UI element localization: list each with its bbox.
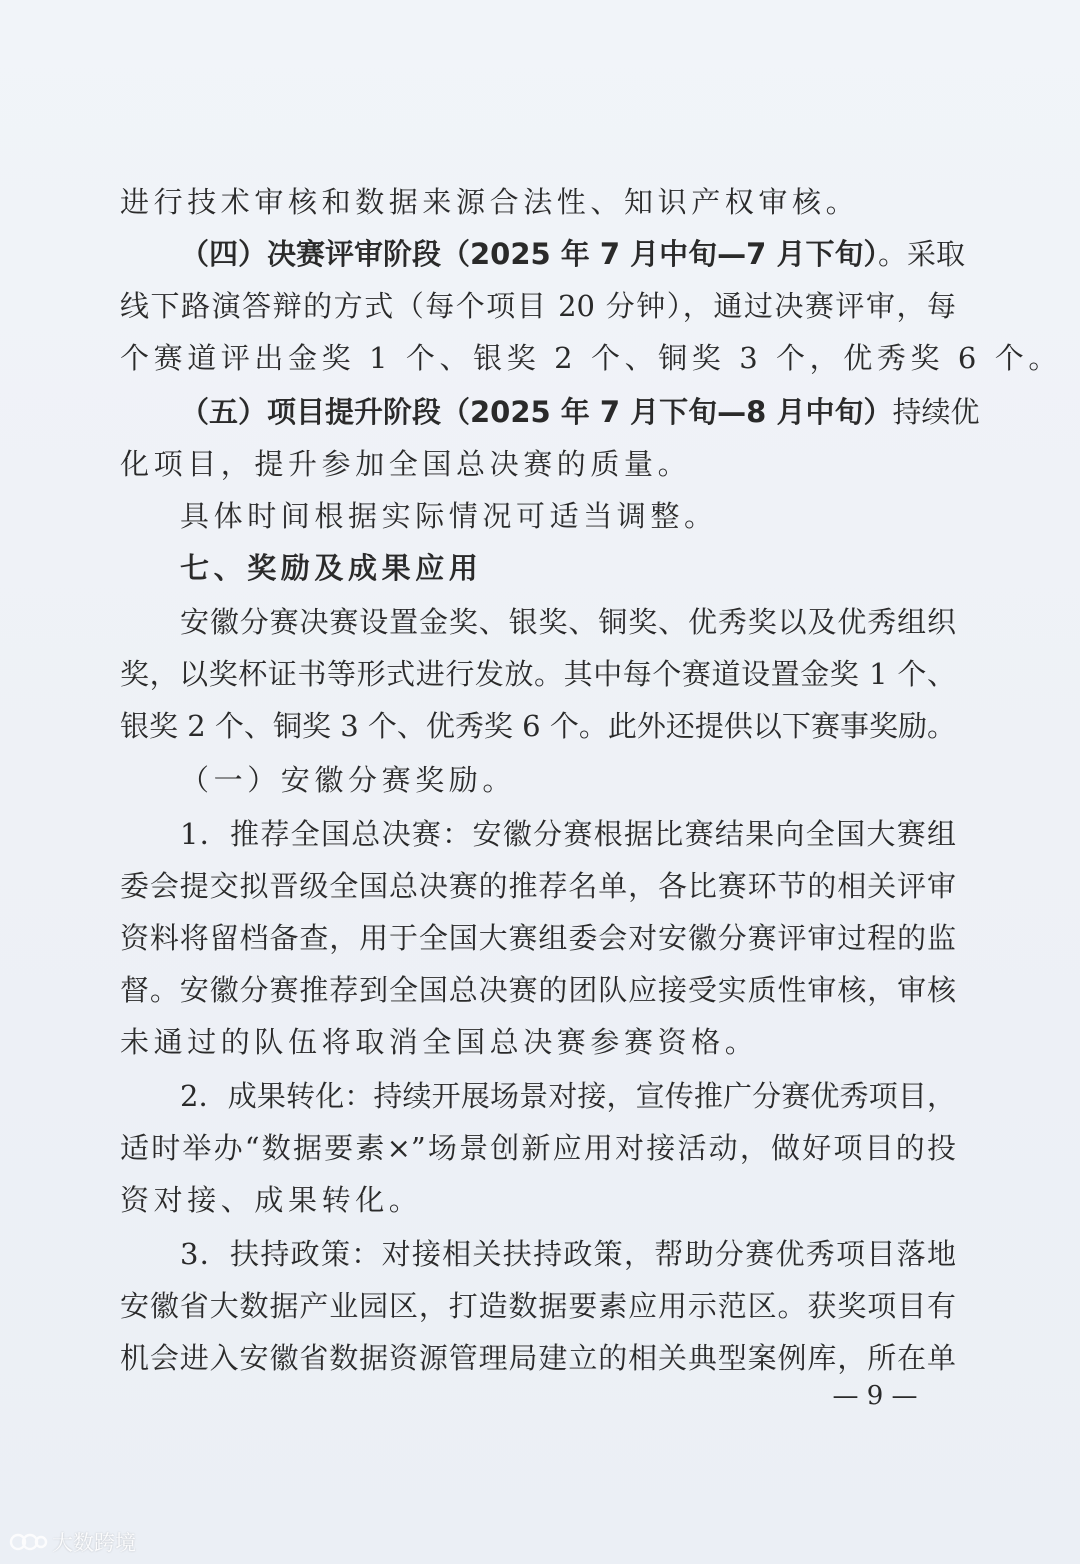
stage-5-line xyxy=(180,386,980,438)
body-line-21: 3．扶持政策：对接相关扶持政策，帮助分赛优秀项目落地 xyxy=(180,1237,956,1271)
body-line-17: 未通过的队伍将取消全国总决赛参赛资格。 xyxy=(120,1025,759,1059)
stage-4-tail: 。采取 xyxy=(877,237,965,271)
body-line-6: 化项目，提升参加全国总决赛的质量。 xyxy=(120,447,692,481)
body-line-4: 个赛道评出金奖 1 个、银奖 2 个、铜奖 3 个，优秀奖 6 个。 xyxy=(120,341,1062,375)
stage-4-heading: （四）决赛评审阶段（2025 年 7 月中旬—7 月下旬） xyxy=(180,237,878,271)
body-line-3: 线下路演答辩的方式（每个项目 20 分钟），通过决赛评审，每 xyxy=(120,289,956,323)
body-line-16: 督。安徽分赛推荐到全国总决赛的团队应接受实质性审核，审核 xyxy=(120,973,956,1007)
stage-5-heading: （五）项目提升阶段（2025 年 7 月下旬—8 月中旬） xyxy=(180,395,893,429)
body-line-11: 银奖 2 个、铜奖 3 个、优秀奖 6 个。此外还提供以下赛事奖励。 xyxy=(120,709,956,743)
section-heading-7: 七、奖励及成果应用 xyxy=(180,551,483,585)
watermark-text: 大数跨境 xyxy=(52,1531,136,1555)
body-line-14: 委会提交拟晋级全国总决赛的推荐名单，各比赛环节的相关评审 xyxy=(120,869,956,903)
body-line-18: 2．成果转化：持续开展场景对接，宣传推广分赛优秀项目， xyxy=(180,1079,956,1113)
body-line-1: 进行技术审核和数据来源合法性、知识产权审核。 xyxy=(120,185,860,219)
body-line-10: 奖，以奖杯证书等形式进行发放。其中每个赛道设置金奖 1 个、 xyxy=(120,657,956,691)
watermark xyxy=(8,1528,136,1556)
body-line-15: 资料将留档备查，用于全国大赛组委会对安徽分赛评审过程的监 xyxy=(120,921,956,955)
stage-4-line xyxy=(180,228,965,280)
body-line-23: 机会进入安徽省数据资源管理局建立的相关典型案例库，所在单 xyxy=(120,1341,956,1375)
stage-5-tail: 持续优 xyxy=(892,395,980,429)
body-line-20: 资对接、成果转化。 xyxy=(120,1183,423,1217)
subsection-heading-1: （一）安徽分赛奖励。 xyxy=(180,763,517,797)
page-number: — 9 — xyxy=(832,1381,918,1411)
body-line-7: 具体时间根据实际情况可适当调整。 xyxy=(180,499,718,533)
body-line-9: 安徽分赛决赛设置金奖、银奖、铜奖、优秀奖以及优秀组织 xyxy=(180,605,956,639)
body-line-13: 1．推荐全国总决赛：安徽分赛根据比赛结果向全国大赛组 xyxy=(180,817,956,851)
body-line-19: 适时举办“数据要素×”场景创新应用对接活动，做好项目的投 xyxy=(120,1131,956,1165)
body-line-22: 安徽省大数据产业园区，打造数据要素应用示范区。获奖项目有 xyxy=(120,1289,956,1323)
loop-logo-icon xyxy=(8,1530,48,1554)
